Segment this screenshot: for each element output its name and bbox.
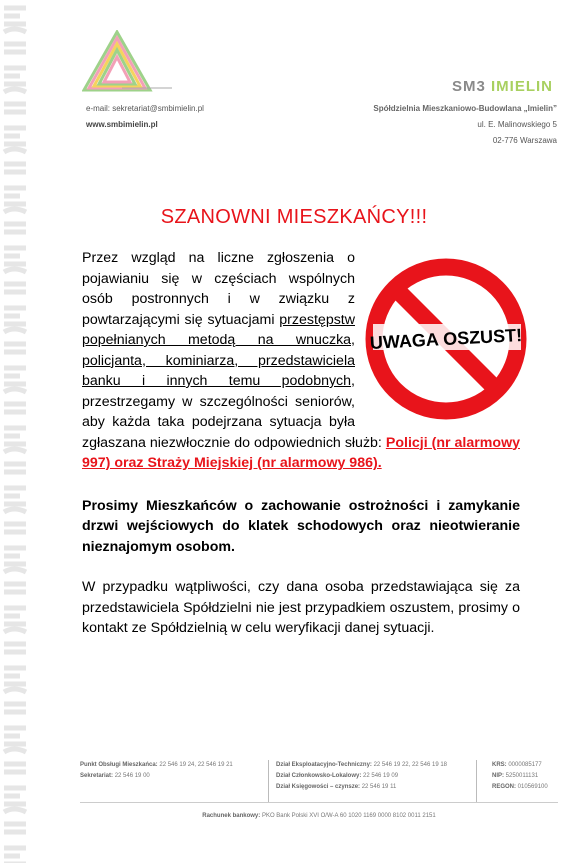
paragraph-middle: , przestrzegamy w szczególności seniorów, aby każda taka podejrzana sytuacja była zgłaszana niezwłocznie do odpowiednich służb: xyxy=(82,373,386,451)
warning-stop-sign xyxy=(359,252,534,427)
bank-value: PKO Bank Polski XVI O/W-A 60 1020 1169 0000 8102 0011 2151 xyxy=(261,813,436,819)
brand-wordmark xyxy=(452,78,553,95)
brand-name: IMIELIN xyxy=(491,78,554,95)
footer-value: 22 546 19 09 xyxy=(363,773,399,779)
street-address: ul. E. Malinowskiego 5 xyxy=(477,120,557,129)
address-block xyxy=(373,101,557,149)
footer-col-departments xyxy=(276,760,447,793)
footer-label: Dział Księgowości – czynsze: xyxy=(276,784,361,790)
watermark-logo-pattern xyxy=(0,0,40,863)
paragraph-request: Prosimy Mieszkańców o zachowanie ostrożności i zamykanie drzwi wejściowych do klatek schodowych oraz nieotwieranie nieznajomym osobom. xyxy=(82,497,520,555)
footer-value: 5250011131 xyxy=(505,773,539,779)
notice-body xyxy=(82,248,523,639)
footer-label: Punkt Obsługi Mieszkańca: xyxy=(80,762,158,768)
footer-label: Sekretariat: xyxy=(80,773,114,779)
footer-label: REGON: xyxy=(492,784,516,790)
footer-value: 0000085177 xyxy=(508,762,542,768)
footer-value: 22 546 19 00 xyxy=(114,773,150,779)
bank-account xyxy=(80,802,558,822)
fraud-methods-text: przestępstw popełnianych metodą na wnuczka, policjanta, kominiarza, przedstawiciela banku i innych temu podobnych xyxy=(82,311,355,389)
footer-divider xyxy=(268,760,269,802)
page-title: SZANOWNI MIESZKAŃCY!!! xyxy=(160,206,428,228)
footer-value: 010569100 xyxy=(517,784,548,790)
bank-label: Rachunek bankowy: xyxy=(202,813,261,819)
footer-value: 22 546 19 24, 22 546 19 21 xyxy=(159,762,233,768)
footer-col-registry xyxy=(492,760,548,793)
footer-label: NIP: xyxy=(492,773,504,779)
company-logo xyxy=(82,30,172,101)
website-link[interactable]: www.smbimielin.pl xyxy=(86,120,158,129)
brand-prefix: SM3 xyxy=(452,78,486,95)
organization-name: Spółdzielnia Mieszkaniowo-Budowlana „Imielin” xyxy=(373,104,557,113)
footer-col-service xyxy=(80,760,233,782)
footer-label: KRS: xyxy=(492,762,507,768)
stop-sign-text: UWAGA OSZUST! xyxy=(369,325,523,353)
contact-block xyxy=(86,101,204,133)
footer-value: 22 546 19 11 xyxy=(361,784,397,790)
footer-label: Dział Członkowsko-Lokalowy: xyxy=(276,773,362,779)
footer-label: Dział Eksploatacyjno-Techniczny: xyxy=(276,762,372,768)
city-address: 02-776 Warszawa xyxy=(492,136,557,145)
emergency-numbers: Policji (nr alarmowy 997) oraz Straży Miejskiej (nr alarmowy 986). xyxy=(82,434,520,471)
paragraph-intro: Przez wzgląd na liczne zgłoszenia o pojawianiu się w częściach wspólnych osób postronnych i w związku z powtarzającymi się sytuacjami xyxy=(82,250,355,328)
footer-value: 22 546 19 22, 22 546 19 18 xyxy=(373,762,447,768)
email-text[interactable]: e-mail: sekretariat@smbimielin.pl xyxy=(86,104,204,113)
watermark-strip xyxy=(0,0,40,863)
footer-divider xyxy=(476,760,477,802)
paragraph-contact: W przypadku wątpliwości, czy dana osoba przedstawiająca się za przedstawiciela Spółdzielni nie jest przypadkiem oszustem, prosimy o kontakt ze Spółdzielnią w celu weryfikacji danej sytuacji. xyxy=(82,579,520,636)
